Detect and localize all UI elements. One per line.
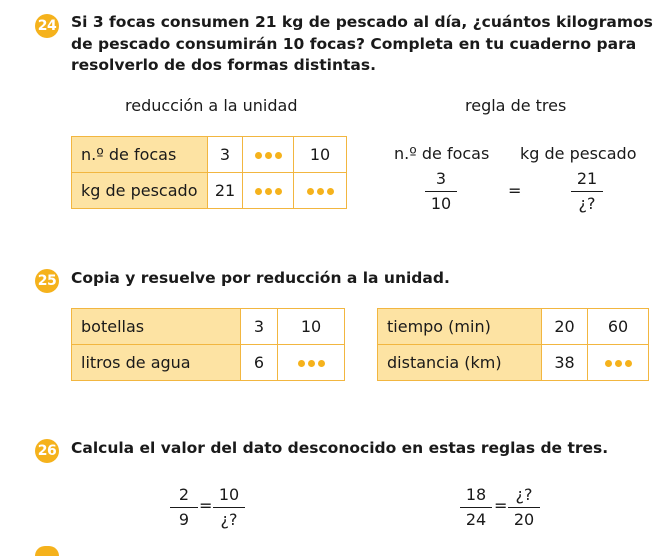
table-cell: 6	[241, 345, 278, 381]
table-cell: 60	[588, 309, 649, 345]
fraction-bar	[425, 191, 457, 192]
fraction	[571, 169, 603, 214]
equals-sign: =	[494, 496, 508, 515]
blank-cell	[588, 345, 649, 381]
exercise-25-statement: Copia y resuelve por reducción a la unidad.	[71, 269, 450, 287]
denominator: 20	[513, 510, 535, 529]
numerator: 18	[465, 485, 487, 504]
denominator: 24	[465, 510, 487, 529]
table-row	[72, 173, 347, 209]
exercise-number-badge: 25	[35, 269, 59, 293]
row-label: distancia (km)	[378, 345, 542, 381]
table-cell: 3	[241, 309, 278, 345]
equals-sign: =	[508, 181, 522, 200]
blank-cell	[243, 173, 294, 209]
rule-column-header: n.º de focas	[394, 144, 490, 163]
table-row	[378, 309, 649, 345]
fraction-bar	[170, 507, 198, 508]
exercise-26-statement: Calcula el valor del dato desconocido en estas reglas de tres.	[71, 439, 609, 457]
fraction	[170, 485, 198, 530]
fraction-bar	[460, 507, 492, 508]
denominator: ¿?	[578, 194, 596, 213]
three-dots-icon	[307, 188, 334, 195]
table-cell: 20	[542, 309, 588, 345]
denominator: ¿?	[220, 510, 238, 529]
next-exercise-badge-partial	[35, 546, 59, 556]
fraction-bar	[571, 191, 603, 192]
method-label-rule-of-three: regla de tres	[465, 96, 567, 115]
fraction-bar	[213, 507, 245, 508]
exercise-24-statement: Si 3 focas consumen 21 kg de pescado al día, ¿cuántos kilogramos de pescado consumirán 10 focas? Completa en tu cuaderno para resolverlo de dos formas distintas.	[71, 13, 653, 74]
denominator: 9	[178, 510, 190, 529]
three-dots-icon	[605, 360, 632, 367]
three-dots-icon	[298, 360, 325, 367]
fraction	[213, 485, 245, 530]
row-label: litros de agua	[72, 345, 241, 381]
denominator: 10	[430, 194, 452, 213]
row-label: tiempo (min)	[378, 309, 542, 345]
fraction	[460, 485, 492, 530]
numerator: 2	[178, 485, 190, 504]
method-label-unit-reduction: reducción a la unidad	[125, 96, 298, 115]
rule-column-header: kg de pescado	[520, 144, 637, 163]
three-dots-icon	[255, 188, 282, 195]
three-dots-icon	[255, 152, 282, 159]
numerator: 10	[218, 485, 240, 504]
blank-cell	[294, 173, 347, 209]
blank-cell	[243, 137, 294, 173]
row-label: n.º de focas	[72, 137, 208, 173]
table-cell: 10	[278, 309, 345, 345]
fraction-bar	[508, 507, 540, 508]
exercise-number-badge: 24	[35, 14, 59, 38]
table-row	[378, 345, 649, 381]
proportion-table-seals	[71, 136, 347, 209]
numerator: ¿?	[515, 485, 533, 504]
numerator: 21	[576, 169, 598, 188]
table-cell: 21	[208, 173, 243, 209]
fraction	[425, 169, 457, 214]
proportion-table-bottles	[71, 308, 345, 381]
numerator: 3	[435, 169, 447, 188]
table-cell: 3	[208, 137, 243, 173]
proportion-table-time-distance	[377, 308, 649, 381]
blank-cell	[278, 345, 345, 381]
table-cell: 10	[294, 137, 347, 173]
row-label: botellas	[72, 309, 241, 345]
table-cell: 38	[542, 345, 588, 381]
table-row	[72, 137, 347, 173]
exercise-number-badge: 26	[35, 439, 59, 463]
table-row	[72, 345, 345, 381]
row-label: kg de pescado	[72, 173, 208, 209]
table-row	[72, 309, 345, 345]
equals-sign: =	[199, 496, 213, 515]
fraction	[508, 485, 540, 530]
